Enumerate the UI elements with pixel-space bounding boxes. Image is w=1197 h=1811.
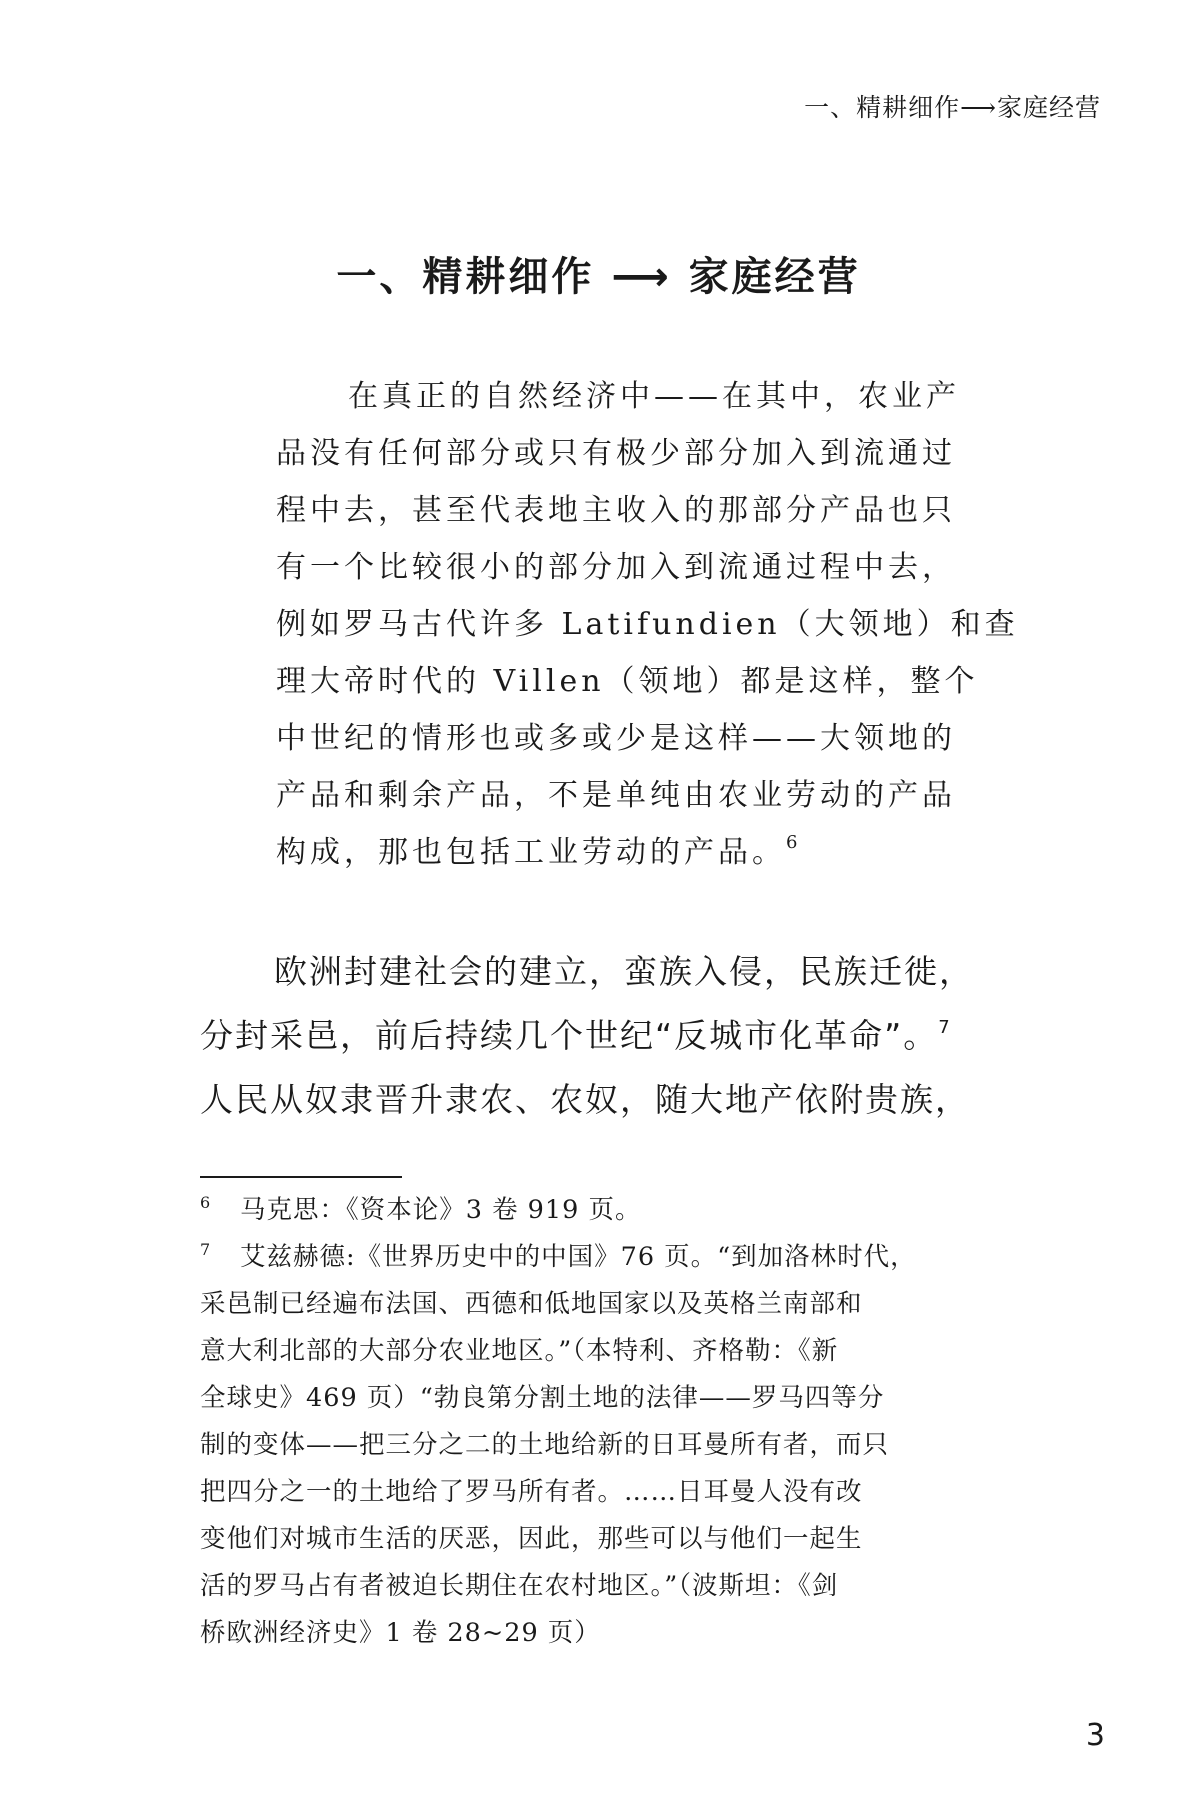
footnote-text: 意大利北部的大部分农业地区。”（本特利、齐格勒：《新: [200, 1336, 839, 1366]
footnote-text: 制的变体——把三分之二的土地给新的日耳曼所有者，而只: [200, 1430, 890, 1460]
footnotes: [200, 1187, 1040, 1657]
chapter-title: 一、精耕细作 ⟶ 家庭经营: [336, 254, 861, 300]
quote-line: 在真正的自然经济中——在其中，农业产: [348, 379, 960, 414]
block-quote: [276, 368, 1036, 881]
footnote-ref-7[interactable]: 7: [938, 1017, 950, 1038]
body-paragraph: [200, 940, 1036, 1132]
footnote-text: 活的罗马占有者被迫长期住在农村地区。”（波斯坦：《剑: [200, 1571, 839, 1601]
footnote-6: 6 马克思：《资本论》3 卷 919 页。: [200, 1193, 642, 1225]
footnote-text: 艾兹赫德:《世界历史中的中国》76 页。“到加洛林时代，: [240, 1242, 917, 1272]
quote-line: 品没有任何部分或只有极少部分加入到流通过: [276, 436, 956, 471]
running-header: 一、精耕细作⟶家庭经营: [804, 93, 1101, 122]
body-line-with-ref: [200, 1004, 1036, 1068]
footnote-text: 采邑制已经遍布法国、西德和低地国家以及英格兰南部和: [200, 1289, 863, 1319]
footnote-text: 马克思：《资本论》3 卷 919 页。: [240, 1195, 642, 1225]
body-line-text: 分封采邑，前后持续几个世纪“反城市化革命”。: [200, 1016, 939, 1055]
quote-line: 理大帝时代的 Villen（领地）都是这样，整个: [276, 664, 979, 699]
quote-line: 程中去，甚至代表地主收入的那部分产品也只: [276, 493, 956, 528]
quote-line: 产品和剩余产品，不是单纯由农业劳动的产品: [276, 778, 956, 813]
footnote-7: 7 艾兹赫德:《世界历史中的中国》76 页。“到加洛林时代，: [200, 1240, 917, 1272]
body-line: 欧洲封建社会的建立，蛮族入侵，民族迁徙，: [274, 952, 974, 991]
footnote-text: 把四分之一的土地给了罗马所有者。……日耳曼人没有改: [200, 1477, 863, 1507]
quote-line: 有一个比较很小的部分加入到流通过程中去，: [276, 550, 956, 585]
footnote-text: 变他们对城市生活的厌恶，因此，那些可以与他们一起生: [200, 1524, 863, 1554]
footnote-text: 全球史》469 页）“勃良第分割土地的法律——罗马四等分: [200, 1383, 885, 1413]
quote-line-last: [276, 824, 1036, 881]
footnote-text: 桥欧洲经济史》1 卷 28~29 页）: [200, 1618, 601, 1648]
footnote-divider: [200, 1176, 402, 1178]
page-number: 3: [1085, 1718, 1105, 1753]
quote-line: 例如罗马古代许多 Latifundien（大领地）和查: [276, 607, 1019, 642]
quote-line: 中世纪的情形也或多或少是这样——大领地的: [276, 721, 956, 756]
quote-line-text: 构成，那也包括工业劳动的产品。: [276, 835, 786, 870]
body-line: 人民从奴隶晋升隶农、农奴，随大地产依附贵族，: [200, 1080, 970, 1119]
footnote-ref-6[interactable]: 6: [786, 832, 798, 853]
